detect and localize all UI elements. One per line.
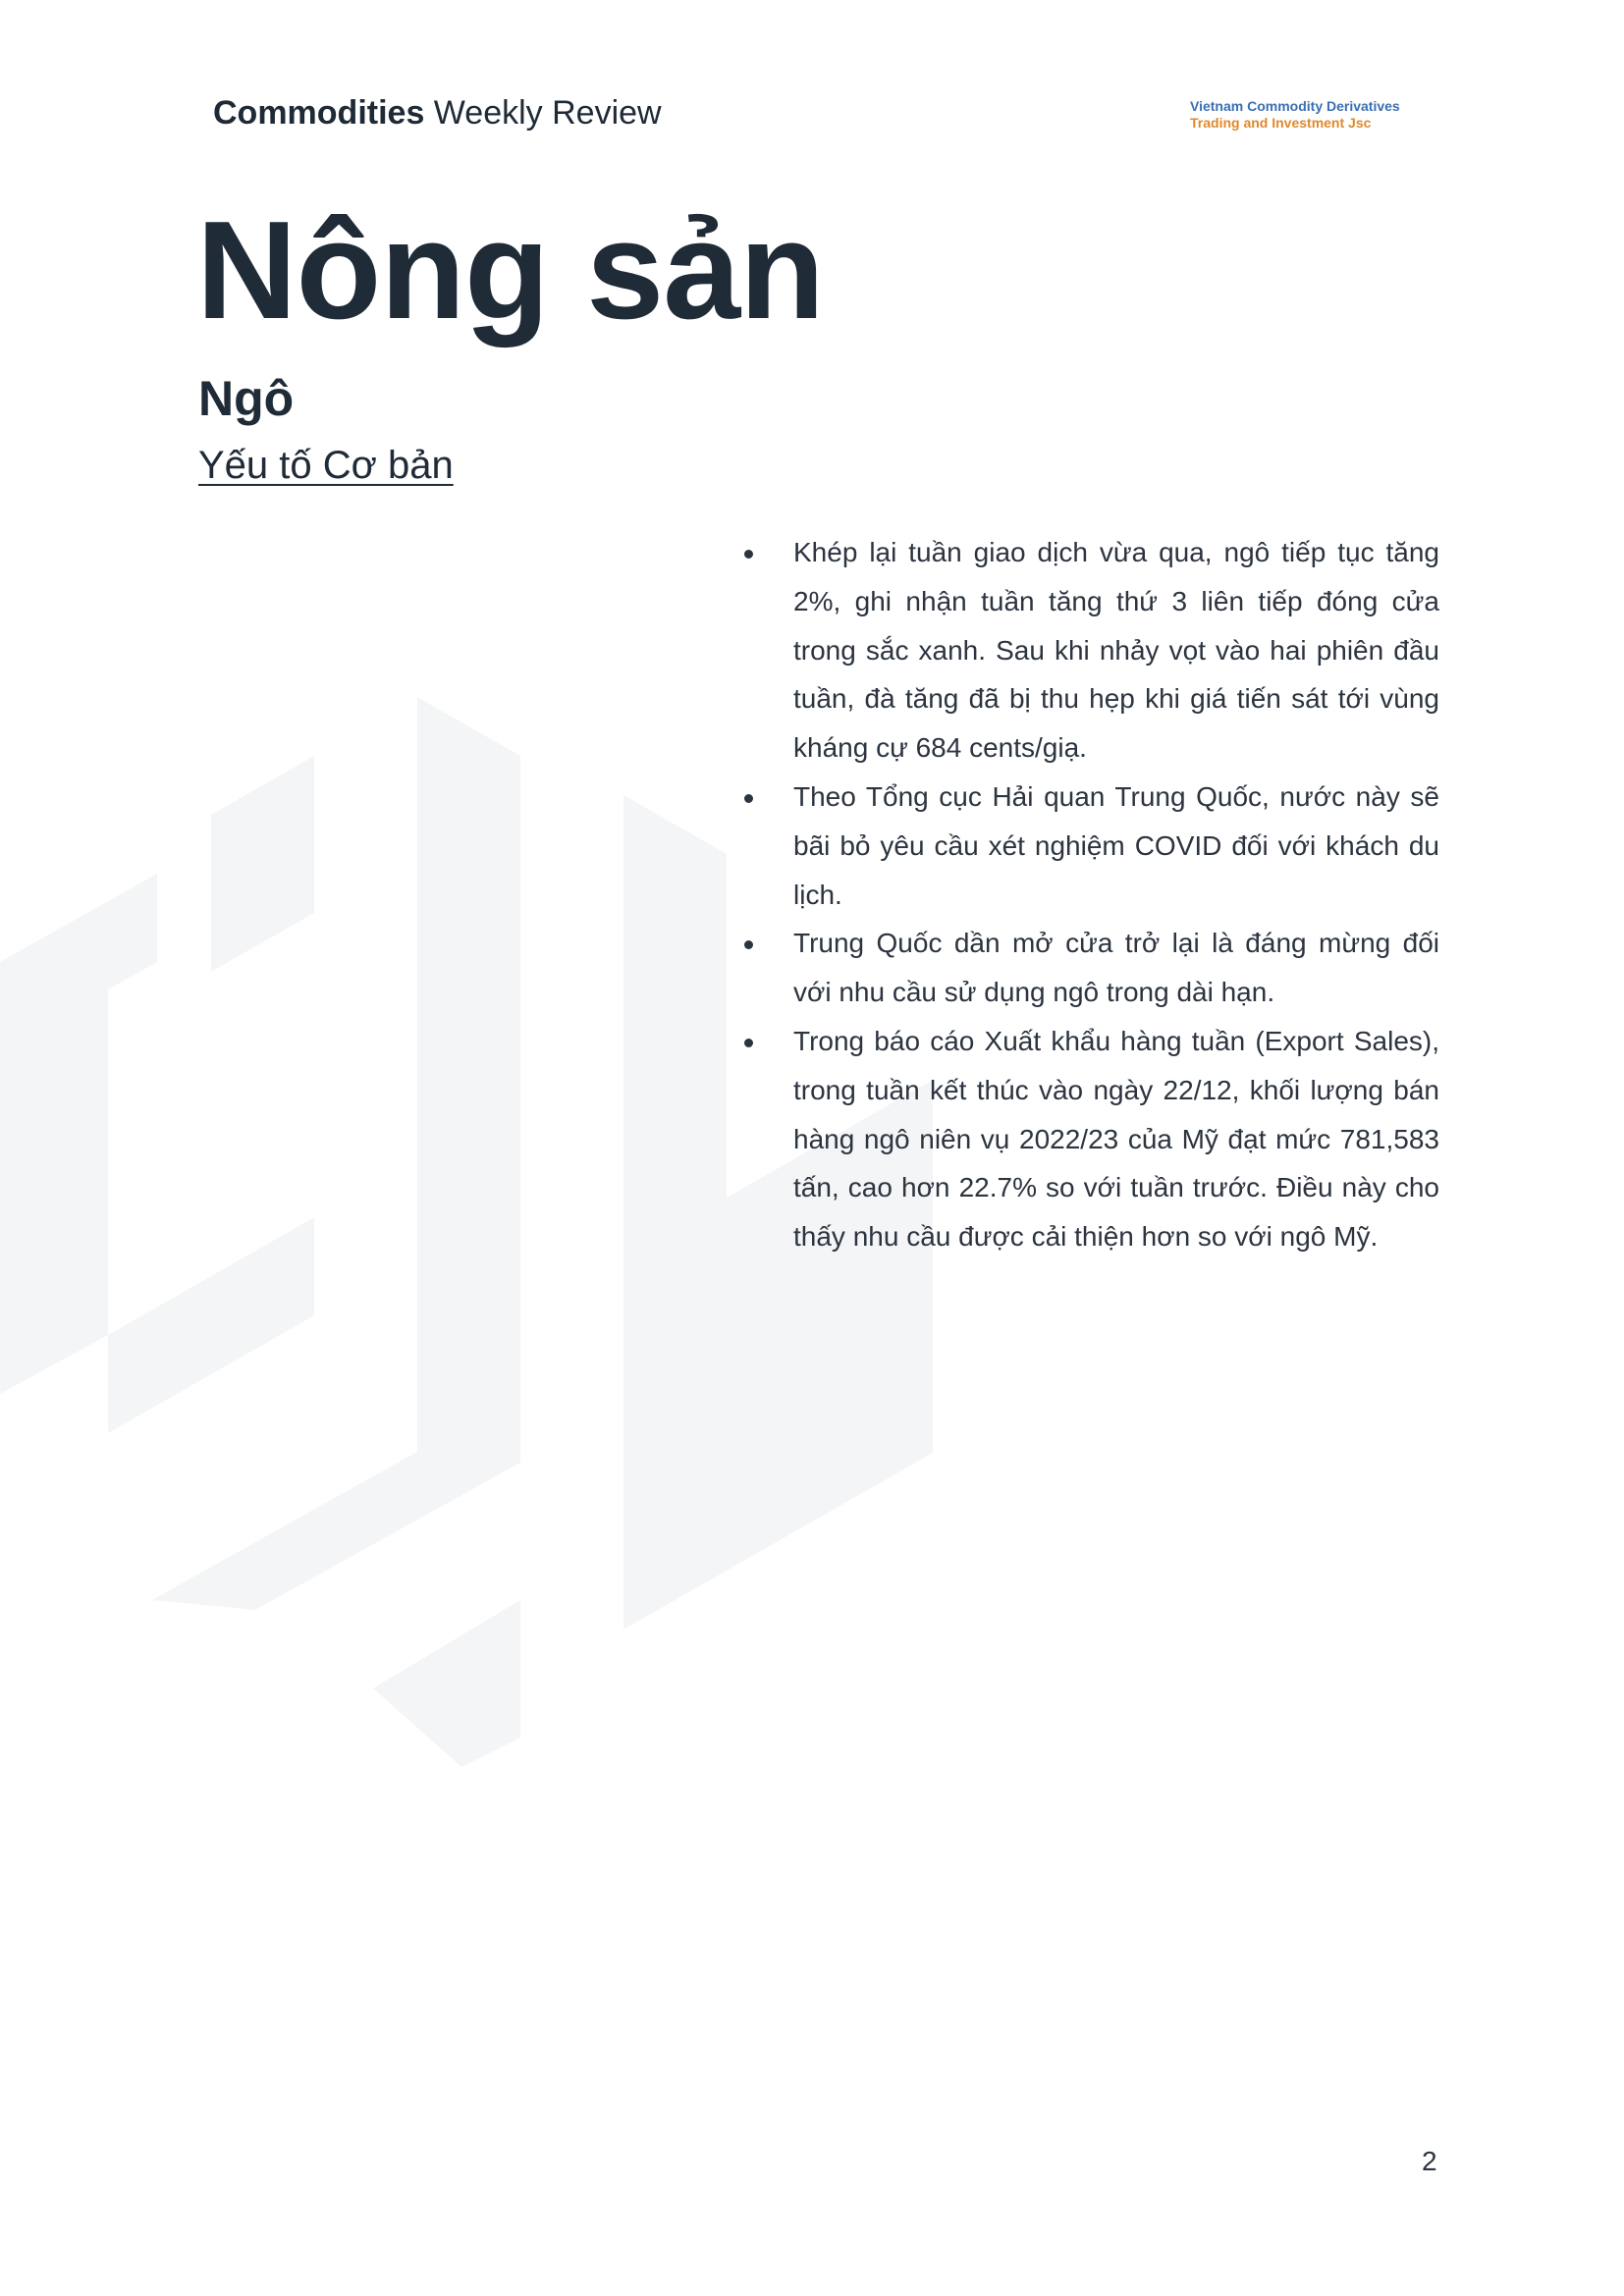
bullet-text: Trong báo cáo Xuất khẩu hàng tuần (Export Sales), trong tuần kết thúc vào ngày 22/12, khối lượng bán hàng ngô niên vụ 2022/23 của Mỹ đạt mức 781,583 tấn, cao hơn 22.7% so với tuần trước. Điều này cho thấy nhu cầu được cải thiện hơn so với ngô Mỹ. xyxy=(793,1025,1439,1253)
bullet-item xyxy=(738,1017,1439,1261)
page-subtitle: Ngô xyxy=(198,371,295,426)
logo-line-1: Vietnam Commodity Derivatives xyxy=(1190,98,1400,114)
page-title: Nông sản xyxy=(196,192,824,348)
bullet-dot-icon xyxy=(744,940,753,949)
page-number: 2 xyxy=(1422,2146,1437,2176)
section-heading: Yếu tố Cơ bản xyxy=(198,444,454,487)
bullet-text: Khép lại tuần giao dịch vừa qua, ngô tiếp tục tăng 2%, ghi nhận tuần tăng thứ 3 liên tiếp đóng cửa trong sắc xanh. Sau khi nhảy vọt vào hai phiên đầu tuần, đà tăng đã bị thu hẹp khi giá tiến sát tới vùng kháng cự 684 cents/giạ. xyxy=(793,537,1439,764)
bullet-item xyxy=(738,773,1439,919)
bullet-dot-icon xyxy=(744,794,753,803)
bullet-dot-icon xyxy=(744,1039,753,1047)
bullet-item xyxy=(738,919,1439,1017)
header-brand-bold: Commodities xyxy=(213,94,425,132)
report-header xyxy=(213,94,662,133)
bullet-text: Trung Quốc dần mở cửa trở lại là đáng mừng đối với nhu cầu sử dụng ngô trong dài hạn. xyxy=(793,928,1439,1008)
company-logo xyxy=(1190,98,1400,132)
logo-line-2: Trading and Investment Jsc xyxy=(1190,115,1372,131)
header-brand-rest: Weekly Review xyxy=(424,94,662,132)
bullet-dot-icon xyxy=(744,550,753,559)
bullet-list xyxy=(738,528,1439,1261)
bullet-text: Theo Tổng cục Hải quan Trung Quốc, nước này sẽ bãi bỏ yêu cầu xét nghiệm COVID đối với khách du lịch. xyxy=(793,780,1439,910)
bullet-item xyxy=(738,528,1439,773)
